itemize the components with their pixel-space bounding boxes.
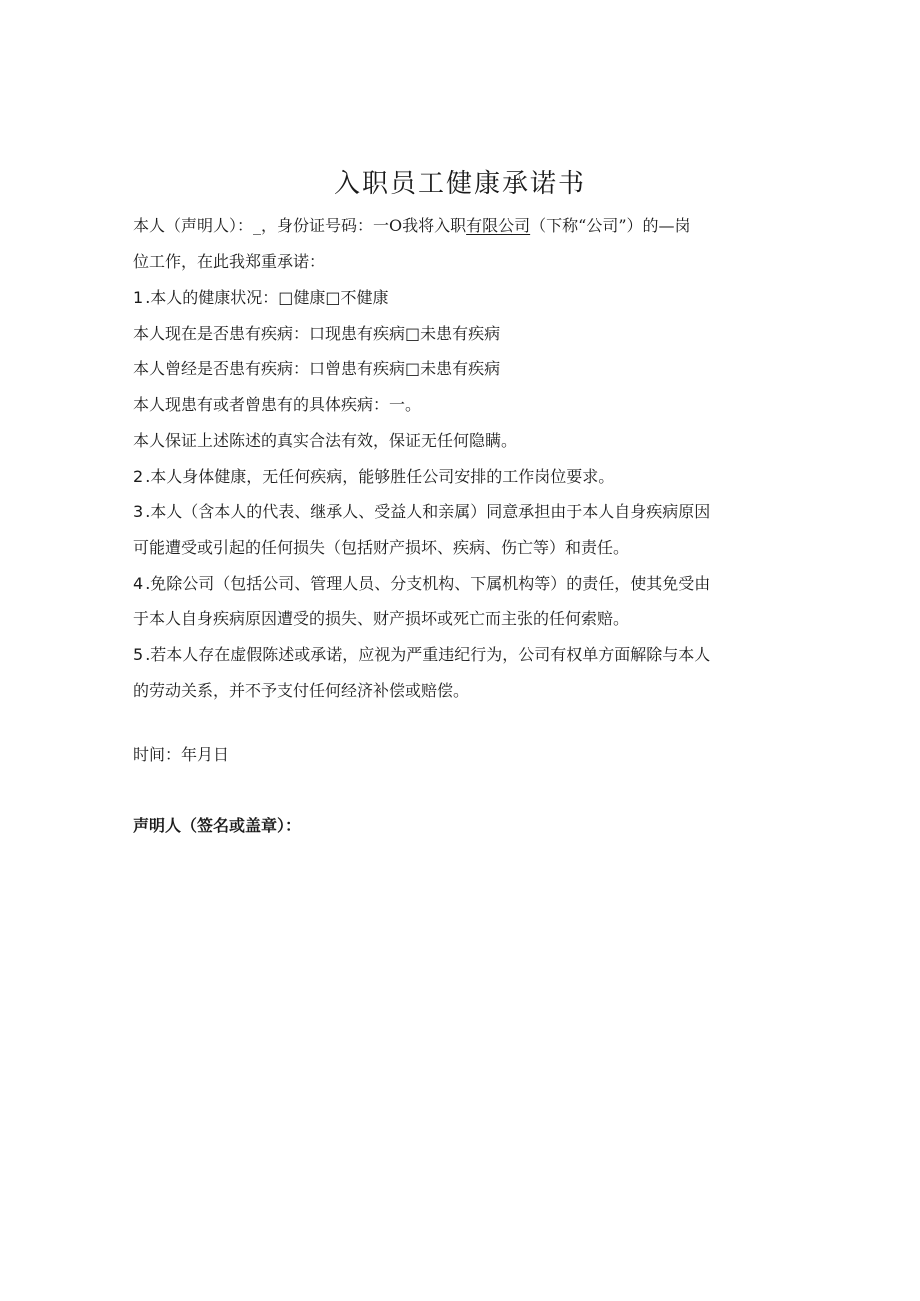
intro-line-1 — [133, 214, 773, 238]
intro-text-part2: （下称“公司”）的—岗 — [530, 216, 691, 235]
company-name-underlined: 有限公司 — [466, 216, 531, 235]
date-label: 时间：年月日 — [133, 745, 230, 764]
question-current-illness: 本人现在是否患有疾病：口现患有疾病□未患有疾病 — [133, 324, 501, 343]
item-3-line-1 — [133, 500, 773, 524]
guarantee-statement: 本人保证上述陈述的真实合法有效，保证无任何隐瞒。 — [133, 431, 518, 450]
item-5-line-1 — [133, 643, 773, 667]
item-4-number: 4 — [133, 574, 144, 593]
item-1 — [133, 286, 773, 310]
signature-label: 声明人（签名或盖章）： — [133, 816, 302, 835]
item-3-line-2: 可能遭受或引起的任何损失（包括财产损坏、疾病、伤亡等）和责任。 — [133, 538, 630, 557]
question-specific-illness: 本人现患有或者曾患有的具体疾病：一。 — [133, 395, 422, 414]
item-2 — [133, 465, 773, 489]
item-4-line-2: 于本人自身疾病原因遭受的损失、财产损坏或死亡而主张的任何索赔。 — [133, 609, 630, 628]
item-3-text-1: .本人（含本人的代表、继承人、受益人和亲属）同意承担由于本人自身疾病原因 — [145, 502, 711, 521]
item-5-text-1: .若本人存在虚假陈述或承诺，应视为严重违纪行为，公司有权单方面解除与本人 — [145, 645, 711, 664]
intro-line-2: 位工作，在此我郑重承诺： — [133, 252, 326, 271]
item-1-number: 1 — [133, 288, 144, 307]
document-title: 入职员工健康承诺书 — [333, 169, 586, 199]
item-2-number: 2 — [133, 467, 144, 486]
item-3-number: 3 — [133, 502, 144, 521]
question-past-illness: 本人曾经是否患有疾病：口曾患有疾病□未患有疾病 — [133, 359, 501, 378]
item-1-text: .本人的健康状况：□健康□不健康 — [145, 288, 389, 307]
item-4-line-1 — [133, 572, 773, 596]
item-4-text-1: .免除公司（包括公司、管理人员、分支机构、下属机构等）的责任，使其免受由 — [145, 574, 711, 593]
item-5-number: 5 — [133, 645, 144, 664]
intro-text-part1: 本人（声明人）：_，身份证号码：一O我将入职 — [133, 216, 467, 235]
item-5-line-2: 的劳动关系，并不予支付任何经济补偿或赔偿。 — [133, 681, 470, 700]
item-2-text: .本人身体健康，无任何疾病，能够胜任公司安排的工作岗位要求。 — [145, 467, 615, 486]
